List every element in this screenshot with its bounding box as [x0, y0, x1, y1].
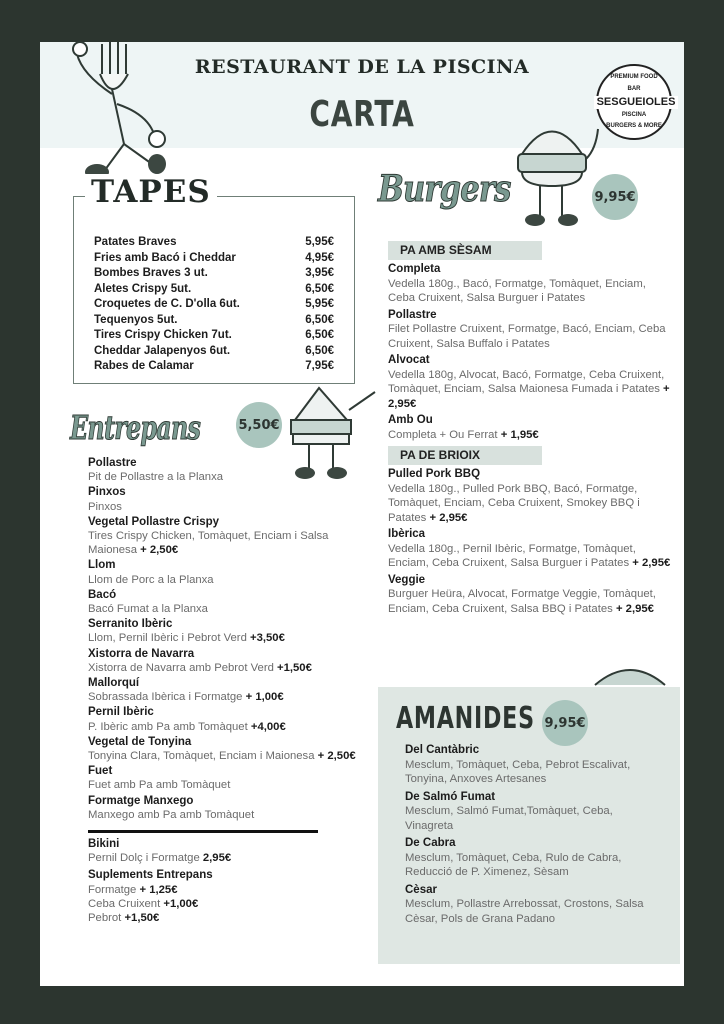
menu-item [405, 836, 645, 880]
item-extra-price: + 2,50€ [140, 544, 179, 557]
burgers-price-badge: 9,95€ [592, 174, 638, 220]
bun-category-label: PA DE BRIOIX [388, 446, 542, 465]
item-description [88, 470, 373, 484]
tapes-row [94, 359, 334, 375]
menu-item [88, 558, 373, 586]
item-name: Tequenyos 5ut. [94, 313, 178, 326]
item-description [405, 851, 645, 880]
restaurant-name: RESTAURANT DE LA PISCINA [194, 56, 530, 78]
item-name: Completa [388, 263, 441, 275]
supplement-name: Pebrot [88, 912, 122, 925]
item-description-text: Tires Crispy Chicken, Tomàquet, Enciam i Salsa Maionesa [88, 530, 329, 557]
logo-bottom: BURGERS & MORE [606, 123, 662, 129]
logo-bar: BAR [627, 86, 641, 92]
item-name: Tires Crispy Chicken 7ut. [94, 329, 232, 341]
item-name: Pollastre [88, 457, 137, 469]
menu-item [388, 262, 673, 306]
item-extra-price: +1,50€ [277, 661, 312, 674]
logo-name: SESGUEIOLES [594, 96, 678, 109]
item-description [388, 587, 673, 616]
supplement-item [88, 883, 373, 897]
item-price: 5,95€ [305, 298, 334, 310]
supplement-price: + 1,25€ [139, 883, 178, 896]
item-name: Cèsar [405, 883, 437, 896]
item-name: Vegetal de Tonyina [88, 735, 192, 748]
item-description-text: Mesclum, Salmó Fumat,Tomàquet, Ceba, Vinagreta [405, 805, 613, 832]
item-name: Bikini [88, 838, 120, 851]
supplement-name: Ceba Cruixent [88, 897, 161, 910]
tapes-row [94, 328, 334, 344]
item-description-text: Fuet amb Pa amb Tomàquet [88, 779, 231, 792]
item-name: Pinxos [88, 486, 126, 499]
menu-page [40, 42, 684, 986]
item-extra-price: + 2,95€ [615, 602, 654, 615]
item-name: Formatge Manxego [88, 794, 194, 807]
menu-item [88, 794, 373, 822]
item-description-text: Manxego amb Pa amb Tomàquet [88, 808, 255, 821]
item-description [88, 631, 373, 645]
item-description-text: Mesclum, Tomàquet, Ceba, Rulo de Cabra, Reducció de P. Ximenez, Sèsam [405, 851, 622, 878]
tapes-row [94, 297, 334, 313]
item-name: Alvocat [388, 354, 430, 366]
item-price: 6,50€ [305, 329, 334, 341]
item-description-text: Xistorra de Navarra amb Pebrot Verd [88, 661, 274, 674]
tapes-row [94, 282, 334, 298]
item-extra-price: + 1,95€ [500, 428, 539, 441]
item-description [88, 500, 373, 514]
item-name: Bombes Braves 3 ut. [94, 267, 208, 279]
fork-mascot-icon [62, 34, 182, 174]
item-description [388, 322, 673, 351]
item-description-text: Filet Pollastre Cruixent, Formatge, Bacó, Enciam, Ceba Cruixent, Salsa Buffalo i Patates [388, 323, 666, 350]
item-description [88, 851, 373, 865]
item-description-text: Mesclum, Tomàquet, Ceba, Pebrot Escalivat, Tonyina, Anxoves Artesanes [405, 758, 631, 785]
supplement-item [88, 911, 373, 925]
item-description-text: Bacó Fumat a la Planxa [88, 603, 208, 616]
item-name: Pulled Pork BBQ [388, 468, 481, 480]
item-name: Pollastre [388, 308, 437, 321]
entrepans-price-badge: 5,50€ [236, 402, 282, 448]
menu-item [88, 735, 373, 763]
menu-item [88, 705, 373, 733]
item-description [88, 808, 373, 822]
item-description [405, 758, 645, 787]
item-name: Fuet [88, 765, 113, 778]
item-price: 6,50€ [305, 282, 334, 295]
item-extra-price: + 2,95€ [388, 383, 670, 410]
supplement-price: +1,50€ [124, 912, 160, 925]
item-description [88, 690, 373, 704]
item-name: Fries amb Bacó i Cheddar [94, 251, 236, 264]
item-description-text: Sobrassada Ibèrica i Formatge [88, 691, 243, 704]
divider [88, 830, 318, 833]
menu-item [405, 883, 645, 927]
bun-category-label: PA AMB SÈSAM [388, 241, 542, 260]
item-price: 6,50€ [305, 344, 334, 357]
tapes-list [94, 235, 334, 375]
menu-item [388, 467, 673, 525]
item-description [388, 482, 673, 526]
item-description-text: Vedella 180g., Pulled Pork BBQ, Bacó, Formatge, Tomàquet, Enciam, Ceba Cruixent, Smokey BBQ i Patates [388, 482, 640, 524]
item-name: De Cabra [405, 837, 456, 849]
item-description-text: Mesclum, Pollastre Arrebossat, Crostons, Salsa Cèsar, Pols de Grana Padano [405, 898, 644, 925]
menu-item [88, 647, 373, 675]
menu-item [88, 676, 373, 704]
tapes-row [94, 235, 334, 251]
entrepans-title: Entrepans [70, 408, 201, 447]
burger-mascot-icon [510, 114, 600, 229]
amanides-price-badge: 9,95€ [542, 700, 588, 746]
menu-item [88, 515, 373, 558]
item-extra-price: 2,95€ [202, 852, 232, 865]
item-name: Rabes de Calamar [94, 360, 194, 372]
item-description-text: P. Ibèric amb Pa amb Tomàquet [88, 720, 248, 733]
item-description [88, 602, 373, 616]
item-description [388, 542, 673, 571]
item-price: 6,50€ [305, 313, 334, 326]
item-description-text: Pernil Dolç i Formatge [88, 852, 203, 865]
menu-item [88, 456, 373, 484]
item-name: Serranito Ibèric [88, 618, 173, 631]
item-extra-price: + 2,95€ [429, 511, 468, 524]
menu-item [388, 413, 673, 442]
tapes-row [94, 251, 334, 267]
amanides-title: AMANIDES [396, 701, 535, 736]
item-description-text: Vedella 180g., Pernil Ibèric, Formatge, Tomàquet, Enciam, Ceba Cruixent, Salsa Burguer i Patates [388, 542, 636, 569]
item-price: 4,95€ [305, 251, 334, 264]
item-description [88, 778, 373, 792]
menu-item [405, 743, 645, 787]
item-name: Bacó [88, 588, 117, 601]
item-extra-price: + 2,95€ [632, 557, 671, 569]
item-name: Croquetes de C. D'olla 6ut. [94, 298, 240, 310]
item-description [405, 804, 645, 833]
logo-sub: PISCINA [621, 112, 647, 118]
menu-item [88, 837, 373, 865]
logo [596, 64, 676, 140]
item-description-text: Pit de Pollastre a la Planxa [88, 471, 224, 484]
menu-item [388, 353, 673, 411]
menu-item [388, 573, 673, 617]
item-description-text: Burguer Heüra, Alvocat, Formatge Veggie, Tomàquet, Enciam, Ceba Cruixent, Salsa BBQ i Patates [388, 588, 656, 615]
item-name: Veggie [388, 573, 426, 586]
item-description-text: Tonyina Clara, Tomàquet, Enciam i Maionesa [88, 750, 315, 763]
item-name: Vegetal Pollastre Crispy [88, 515, 220, 528]
page-title: CARTA [309, 94, 415, 135]
item-description-text: Llom de Porc a la Planxa [88, 573, 214, 586]
item-description-text: Pinxos [88, 500, 122, 513]
item-name: Del Cantàbric [405, 744, 480, 756]
item-name: Xistorra de Navarra [88, 647, 195, 660]
menu-item [88, 588, 373, 616]
item-name: Cheddar Jalapenyos 6ut. [94, 344, 231, 357]
item-extra-price: +4,00€ [250, 720, 286, 733]
item-name: Pernil Ibèric [88, 706, 154, 719]
menu-item [88, 764, 373, 792]
item-description [388, 368, 673, 412]
supplement-price: +1,00€ [163, 897, 199, 910]
supplement-item [88, 897, 373, 911]
item-extra-price: + 1,00€ [245, 691, 284, 704]
item-name: Aletes Crispy 5ut. [94, 282, 192, 295]
tapes-row [94, 344, 334, 360]
item-name: Llom [88, 559, 116, 572]
item-description-text: Vedella 180g, Alvocat, Bacó, Formatge, Ceba Cruixent, Tomàquet, Enciam, Salsa Maionesa Fumada i Patates [388, 368, 665, 395]
item-price: 7,95€ [305, 360, 334, 372]
item-description [88, 720, 373, 734]
item-name: De Salmó Fumat [405, 790, 496, 803]
item-description [388, 277, 673, 306]
burgers-list [388, 241, 673, 616]
supplement-name: Formatge [88, 883, 137, 896]
entrepans-list [88, 455, 373, 925]
burgers-title: Burgers [378, 168, 511, 210]
item-description-text: Llom, Pernil Ibèric i Pebrot Verd [88, 632, 247, 645]
item-name: Patates Braves [94, 236, 177, 248]
menu-item [405, 790, 645, 834]
item-extra-price: + 2,50€ [317, 750, 356, 763]
amanides-list [405, 740, 645, 926]
tapes-row [94, 313, 334, 329]
item-description-text: Vedella 180g., Bacó, Formatge, Tomàquet, Enciam, Ceba Cruixent, Salsa Burguer i Patates [388, 277, 646, 304]
menu-item [88, 617, 373, 645]
tapes-title: TAPES [85, 174, 217, 210]
item-name: Amb Ou [388, 414, 433, 426]
logo-top: PREMIUM FOOD [610, 74, 658, 80]
menu-item [88, 485, 373, 513]
item-description [88, 529, 373, 557]
item-description [88, 749, 373, 763]
item-description [88, 573, 373, 587]
item-name: Mallorquí [88, 677, 140, 690]
item-price: 3,95€ [305, 267, 334, 279]
item-price: 5,95€ [305, 236, 334, 248]
item-name: Ibèrica [388, 528, 426, 540]
tapes-row [94, 266, 334, 282]
item-description [388, 428, 673, 443]
item-extra-price: +3,50€ [250, 632, 285, 645]
menu-item [388, 527, 673, 571]
supplements-title: Suplements Entrepans [88, 869, 213, 882]
item-description-text: Completa + Ou Ferrat [388, 428, 498, 441]
item-description [88, 661, 373, 675]
item-description [405, 897, 645, 926]
menu-item [388, 308, 673, 352]
